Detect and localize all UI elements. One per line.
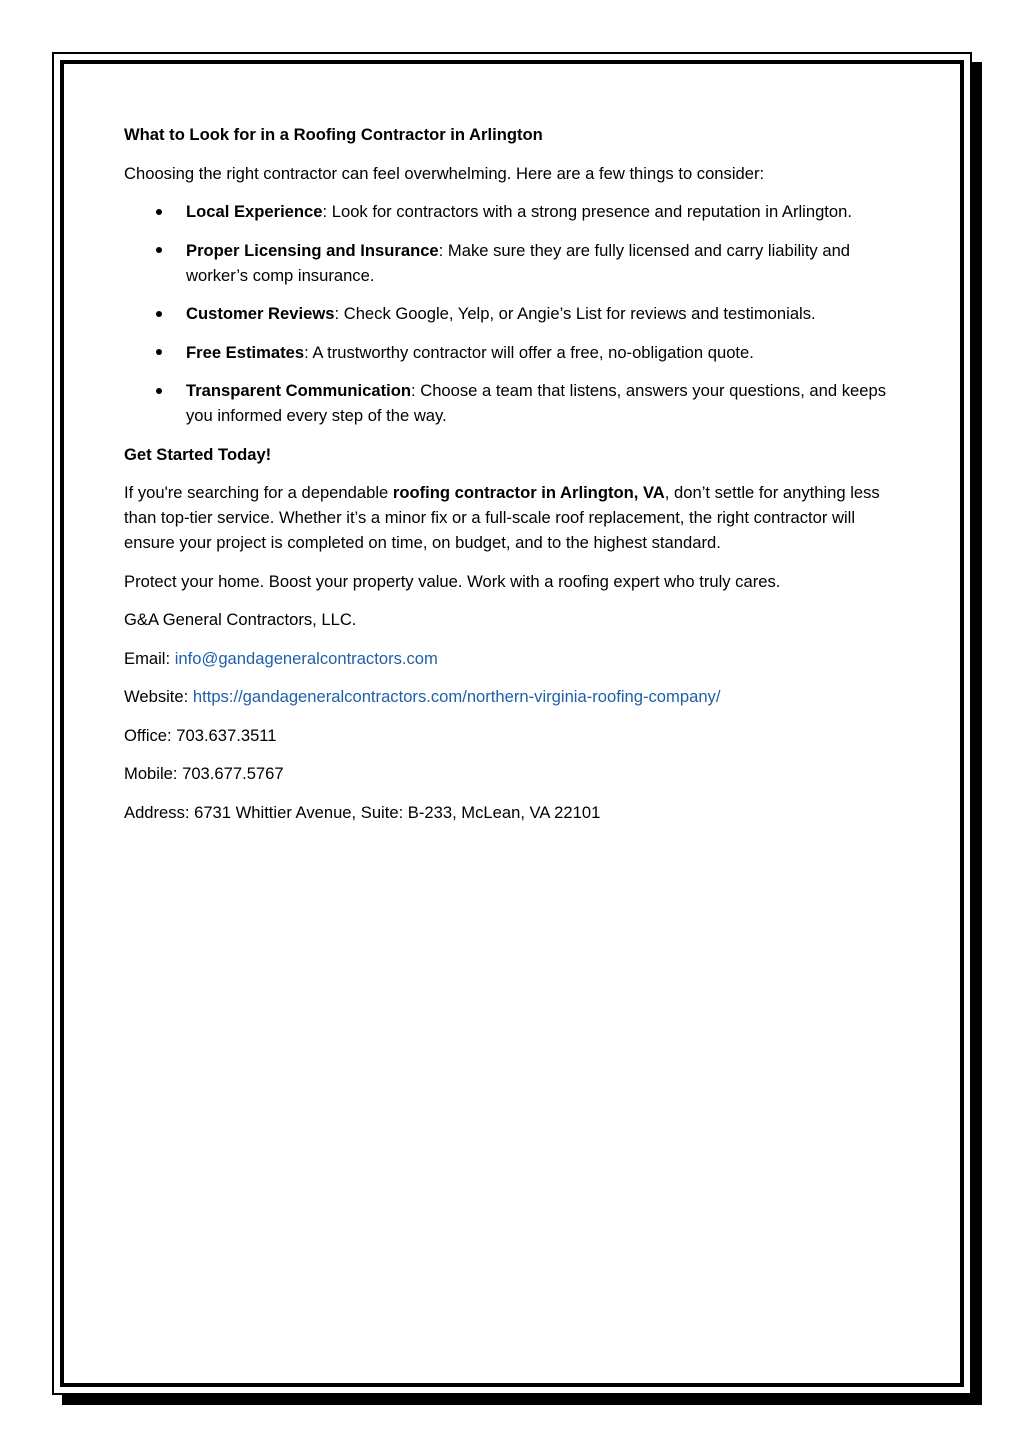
list-item-term: Proper Licensing and Insurance bbox=[186, 240, 439, 260]
email-line bbox=[124, 646, 894, 671]
list-item-term: Free Estimates bbox=[186, 342, 305, 362]
list-item-local-experience bbox=[124, 199, 894, 224]
closing-paragraph: Protect your home. Boost your property value. Work with a roofing expert who truly cares. bbox=[124, 571, 781, 591]
email-label: Email: bbox=[124, 648, 175, 668]
bullet-icon bbox=[156, 247, 162, 253]
intro-paragraph: Choosing the right contractor can feel overwhelming. Here are a few things to consider: bbox=[124, 163, 765, 183]
section-heading-get-started: Get Started Today! bbox=[124, 444, 272, 464]
list-item-customer-reviews bbox=[124, 301, 894, 326]
list-item-free-estimates bbox=[124, 340, 894, 365]
list-item-text: : Look for contractors with a strong presence and reputation in Arlington. bbox=[322, 202, 852, 221]
company-name: G&A General Contractors, LLC. bbox=[124, 610, 357, 629]
list-item-transparent-communication bbox=[124, 378, 894, 428]
bullet-icon bbox=[156, 388, 162, 394]
website-link[interactable]: https://gandageneralcontractors.com/northern-virginia-roofing-company/ bbox=[192, 687, 721, 706]
list-item-text: : Check Google, Yelp, or Angie’s List for reviews and testimonials. bbox=[334, 304, 816, 323]
list-item-text: : Choose a team that listens, answers your questions, and keeps you informed every step of the way. bbox=[186, 381, 887, 425]
list-item-licensing-insurance bbox=[124, 238, 894, 288]
document-body bbox=[124, 122, 894, 838]
mobile-phone: Mobile: 703.677.5767 bbox=[124, 764, 284, 783]
paragraph-text-before: If you're searching for a dependable bbox=[124, 483, 393, 502]
office-phone: Office: 703.637.3511 bbox=[124, 725, 277, 745]
paragraph-text-after: , don’t settle for anything less than top-tier service. Whether it’s a minor fix or a full-scale roof replacement, the right contractor will ensure your project is completed on time, on budget, and to the highest standard. bbox=[124, 483, 880, 552]
website-label: Website: bbox=[124, 687, 193, 706]
list-item-text: : Make sure they are fully licensed and carry liability and worker’s comp insurance. bbox=[186, 240, 851, 285]
list-item-text: : A trustworthy contractor will offer a free, no-obligation quote. bbox=[304, 342, 754, 362]
bullet-icon bbox=[156, 349, 162, 355]
bullet-icon bbox=[156, 311, 162, 317]
list-item-term: Customer Reviews bbox=[186, 304, 335, 323]
paragraph-keyword: roofing contractor in Arlington, VA bbox=[392, 483, 665, 502]
email-link[interactable]: info@gandageneralcontractors.com bbox=[174, 648, 438, 668]
address-line: Address: 6731 Whittier Avenue, Suite: B-233, McLean, VA 22101 bbox=[124, 802, 601, 822]
list-item-term: Transparent Communication bbox=[186, 381, 411, 400]
considerations-list bbox=[124, 199, 894, 428]
website-line bbox=[124, 684, 894, 709]
section-heading-what-to-look-for: What to Look for in a Roofing Contractor in Arlington bbox=[124, 125, 543, 144]
bullet-icon bbox=[156, 209, 162, 215]
list-item-term: Local Experience bbox=[186, 202, 323, 221]
get-started-paragraph bbox=[124, 480, 894, 555]
